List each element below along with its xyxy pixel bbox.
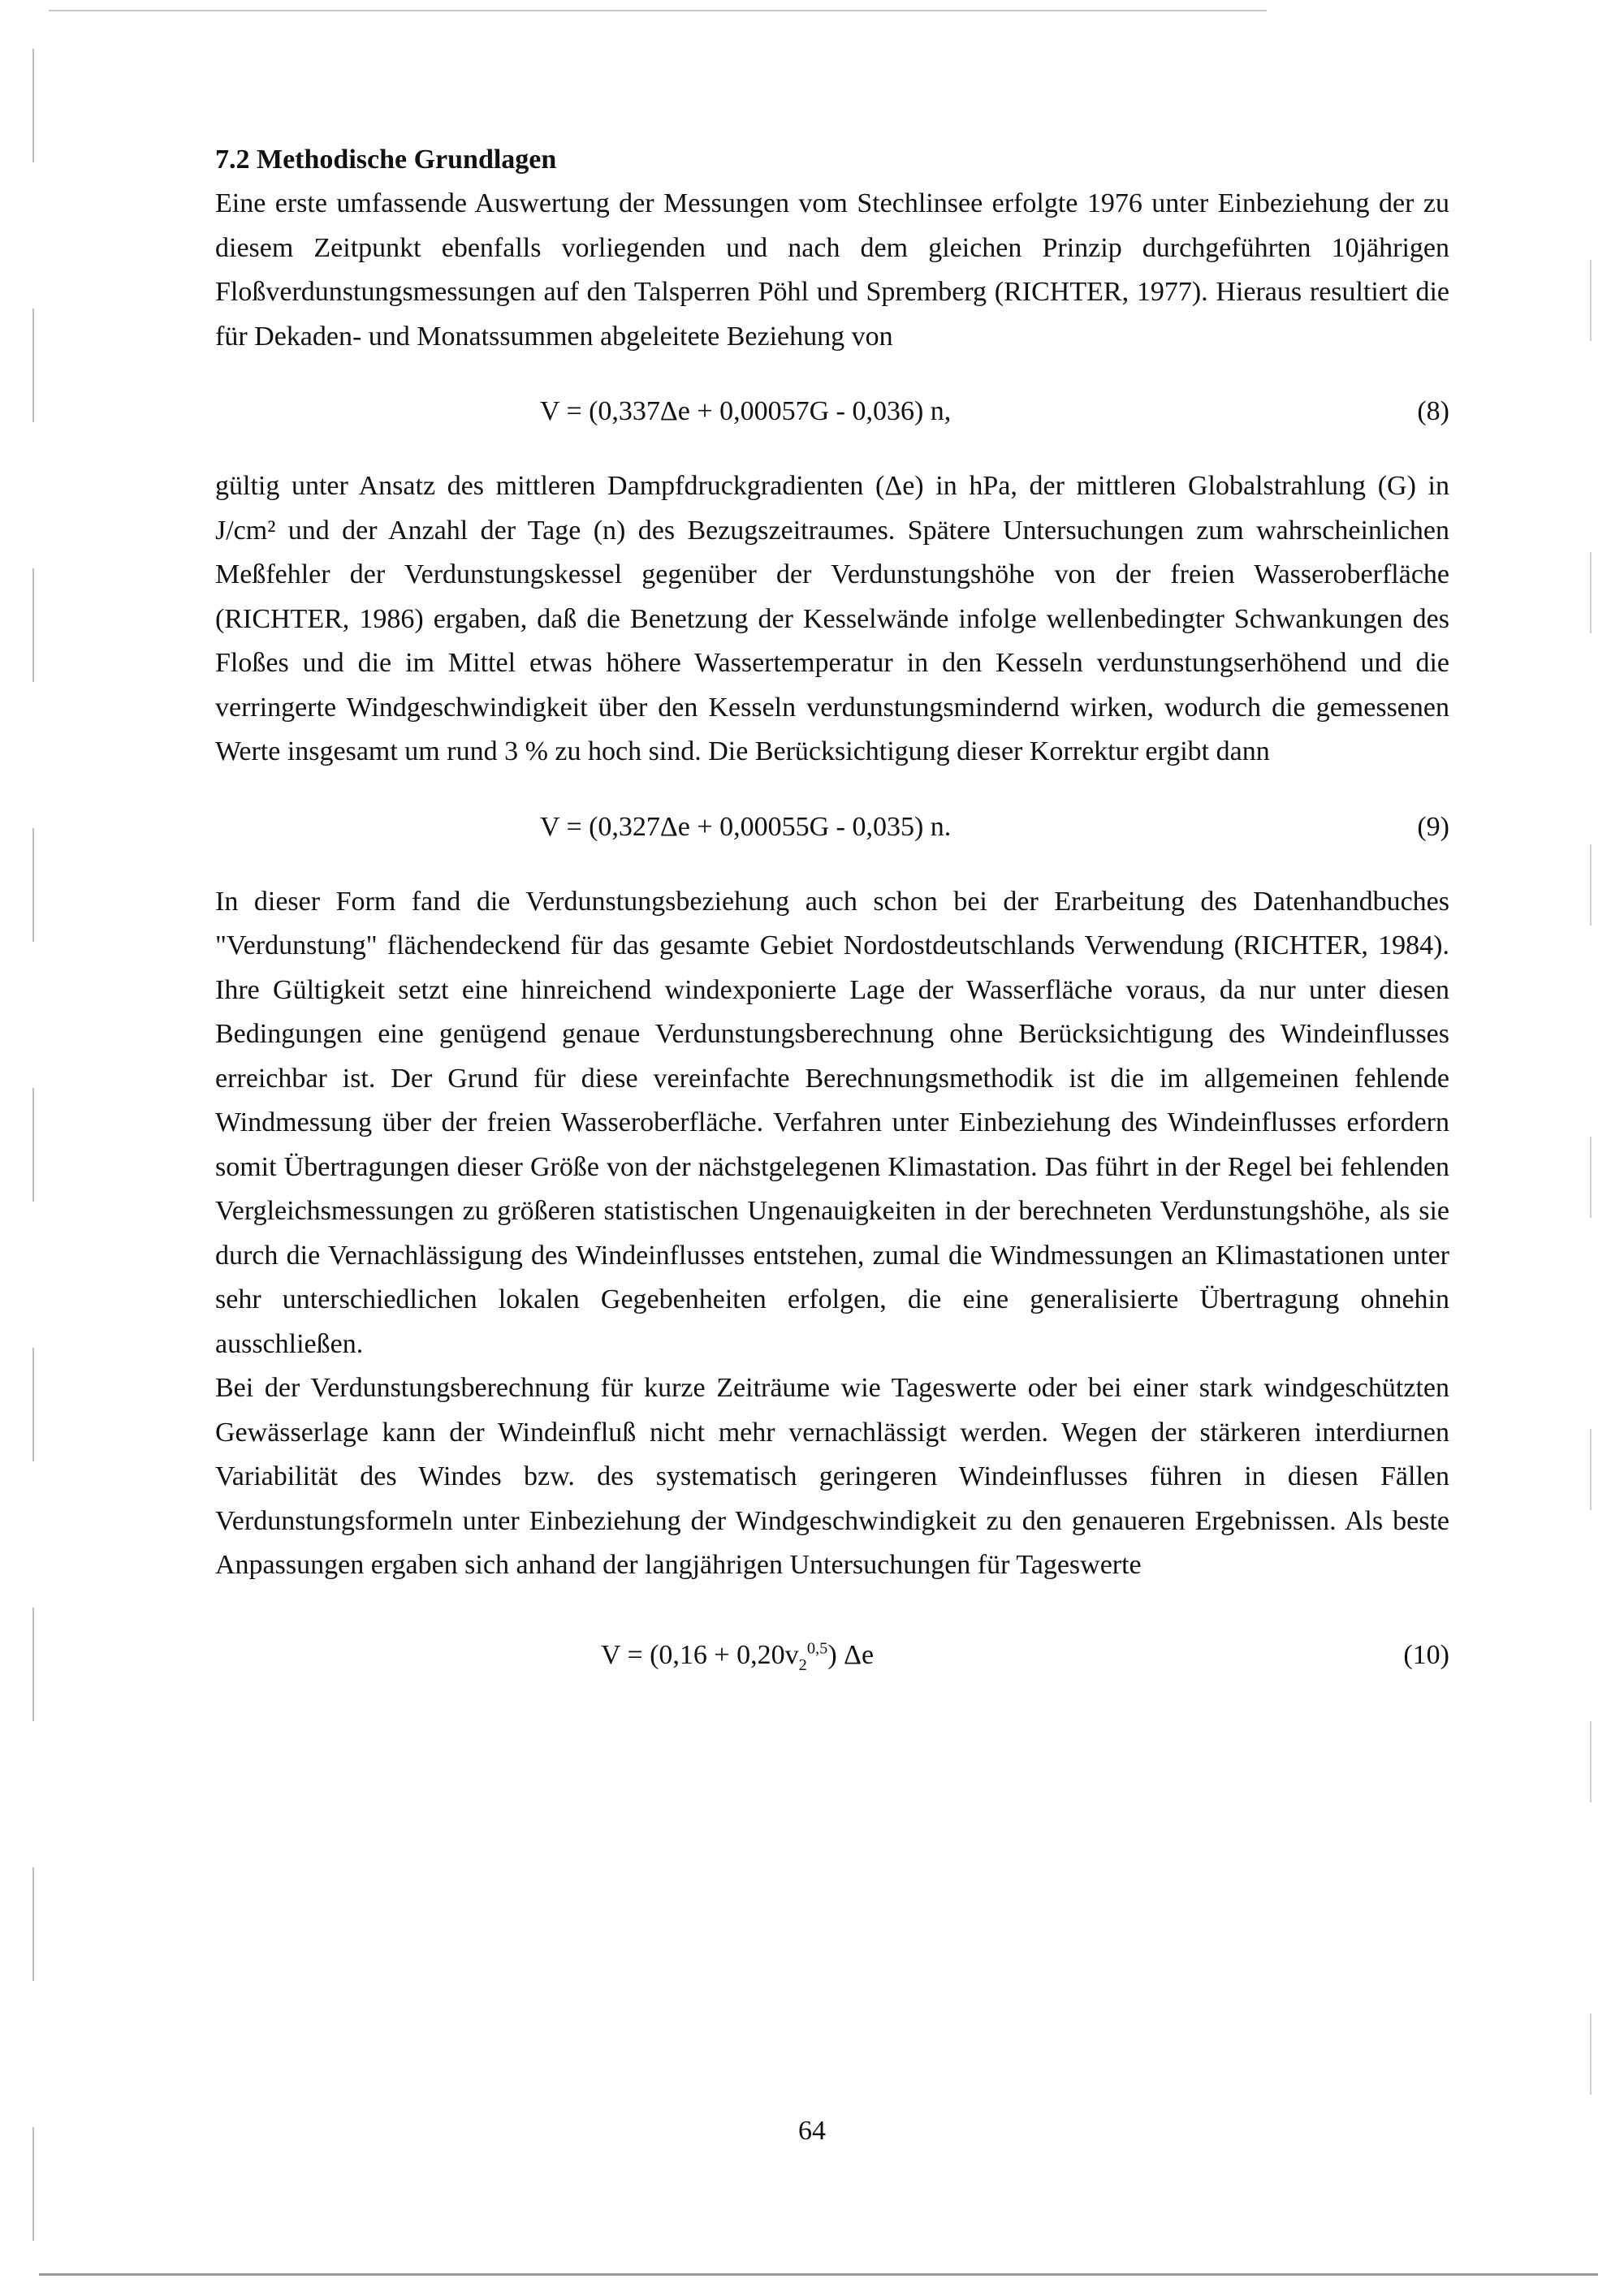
- equation-9-number: (9): [1417, 811, 1449, 842]
- scan-artifact-bottom: [39, 2273, 1598, 2276]
- scan-artifact-left: [32, 49, 34, 2257]
- paragraph-4: Bei der Verdunstungsberechnung für kurze Zeiträume wie Tageswerte oder bei einer stark windgeschützten Gewässerlage kann der Windeinfluß nicht mehr vernachlässigt werden. Wegen der stärkeren interdiurnen Variabilität des Windes bzw. des systematisch geringeren Windeinflusses führen in diesen Fällen Verdunstungsformeln unter Einbeziehung der Windgeschwindigkeit zu den genaueren Ergebnissen. Als beste Anpassungen ergaben sich anhand der langjährigen Untersuchungen für Tageswerte: [215, 1373, 1449, 1580]
- page-content: [215, 138, 1449, 1708]
- equation-10-number: (10): [1403, 1639, 1449, 1670]
- equation-10-post: ) Δe: [827, 1639, 875, 1670]
- equation-8: [215, 390, 1449, 434]
- equation-10: [215, 1634, 1449, 1677]
- equation-10-superscript: 0,5: [806, 1639, 828, 1658]
- equation-9: [215, 805, 1449, 849]
- scan-artifact-right: [1590, 49, 1592, 2257]
- scan-artifact-top: [49, 10, 1267, 11]
- section-heading: 7.2 Methodische Grundlagen: [215, 145, 557, 175]
- equation-8-number: (8): [1417, 396, 1449, 426]
- paragraph-1: Eine erste umfassende Auswertung der Messungen vom Stechlinsee erfolgte 1976 unter Einbeziehung der zu diesem Zeitpunkt ebenfalls vorliegenden und nach dem gleichen Prinzip durchgeführten 10jährigen Floßverdunstungsmessungen auf den Talsperren Pöhl und Spremberg (RICHTER, 1977). Hieraus resultiert die für Dekaden- und Monatssummen abgeleitete Beziehung von: [215, 188, 1449, 352]
- equation-10-subscript: 2: [798, 1655, 807, 1674]
- paragraph-2: gültig unter Ansatz des mittleren Dampfdruckgradienten (Δe) in hPa, der mittleren Globalstrahlung (G) in J/cm² und der Anzahl der Tage (n) des Bezugszeitraumes. Spätere Untersuchungen zum wahrscheinlichen Meßfehler der Verdunstungskessel gegenüber der Verdunstungshöhe von der freien Wasseroberfläche (RICHTER, 1986) ergaben, daß die Benetzung der Kesselwände infolge wellenbedingter Schwankungen des Floßes und die im Mittel etwas höhere Wassertemperatur in den Kesseln verdunstungserhöhend und die verringerte Windgeschwindigkeit über den Kesseln verdunstungsmindernd wirken, wodurch die gemessenen Werte insgesamt um rund 3 % zu hoch sind. Die Berücksichtigung dieser Korrektur ergibt dann: [215, 471, 1449, 766]
- equation-8-expression: V = (0,337Δe + 0,00057G - 0,036) n,: [540, 396, 952, 426]
- equation-10-expression: [601, 1634, 874, 1677]
- equation-9-expression: V = (0,327Δe + 0,00055G - 0,035) n.: [540, 811, 952, 842]
- equation-10-pre: V = (0,16 + 0,20v: [601, 1639, 799, 1670]
- paragraph-3: In dieser Form fand die Verdunstungsbeziehung auch schon bei der Erarbeitung des Datenhandbuches "Verdunstung" flächendeckend für das gesamte Gebiet Nordostdeutschlands Verwendung (RICHTER, 1984). Ihre Gültigkeit setzt eine hinreichend windexponierte Lage der Wasserfläche voraus, da nur unter diesen Bedingungen eine genügend genaue Verdunstungsberechnung ohne Berücksichtigung des Windeinflusses erreichbar ist. Der Grund für diese vereinfachte Berechnungsmethodik ist die im allgemeinen fehlende Windmessung über der freien Wasseroberfläche. Verfahren unter Einbeziehung des Windeinflusses erfordern somit Übertragungen dieser Größe von der nächstgelegenen Klimastation. Das führt in der Regel bei fehlenden Vergleichsmessungen zu größeren statistischen Ungenauigkeiten in der berechneten Verdunstungshöhe, als sie durch die Vernachlässigung des Windeinflusses entstehen, zumal die Windmessungen an Klimastationen unter sehr unterschiedlichen lokalen Gegebenheiten erfolgen, die eine generalisierte Übertragung ohnehin ausschließen.: [215, 886, 1449, 1359]
- page-number: 64: [798, 2116, 826, 2146]
